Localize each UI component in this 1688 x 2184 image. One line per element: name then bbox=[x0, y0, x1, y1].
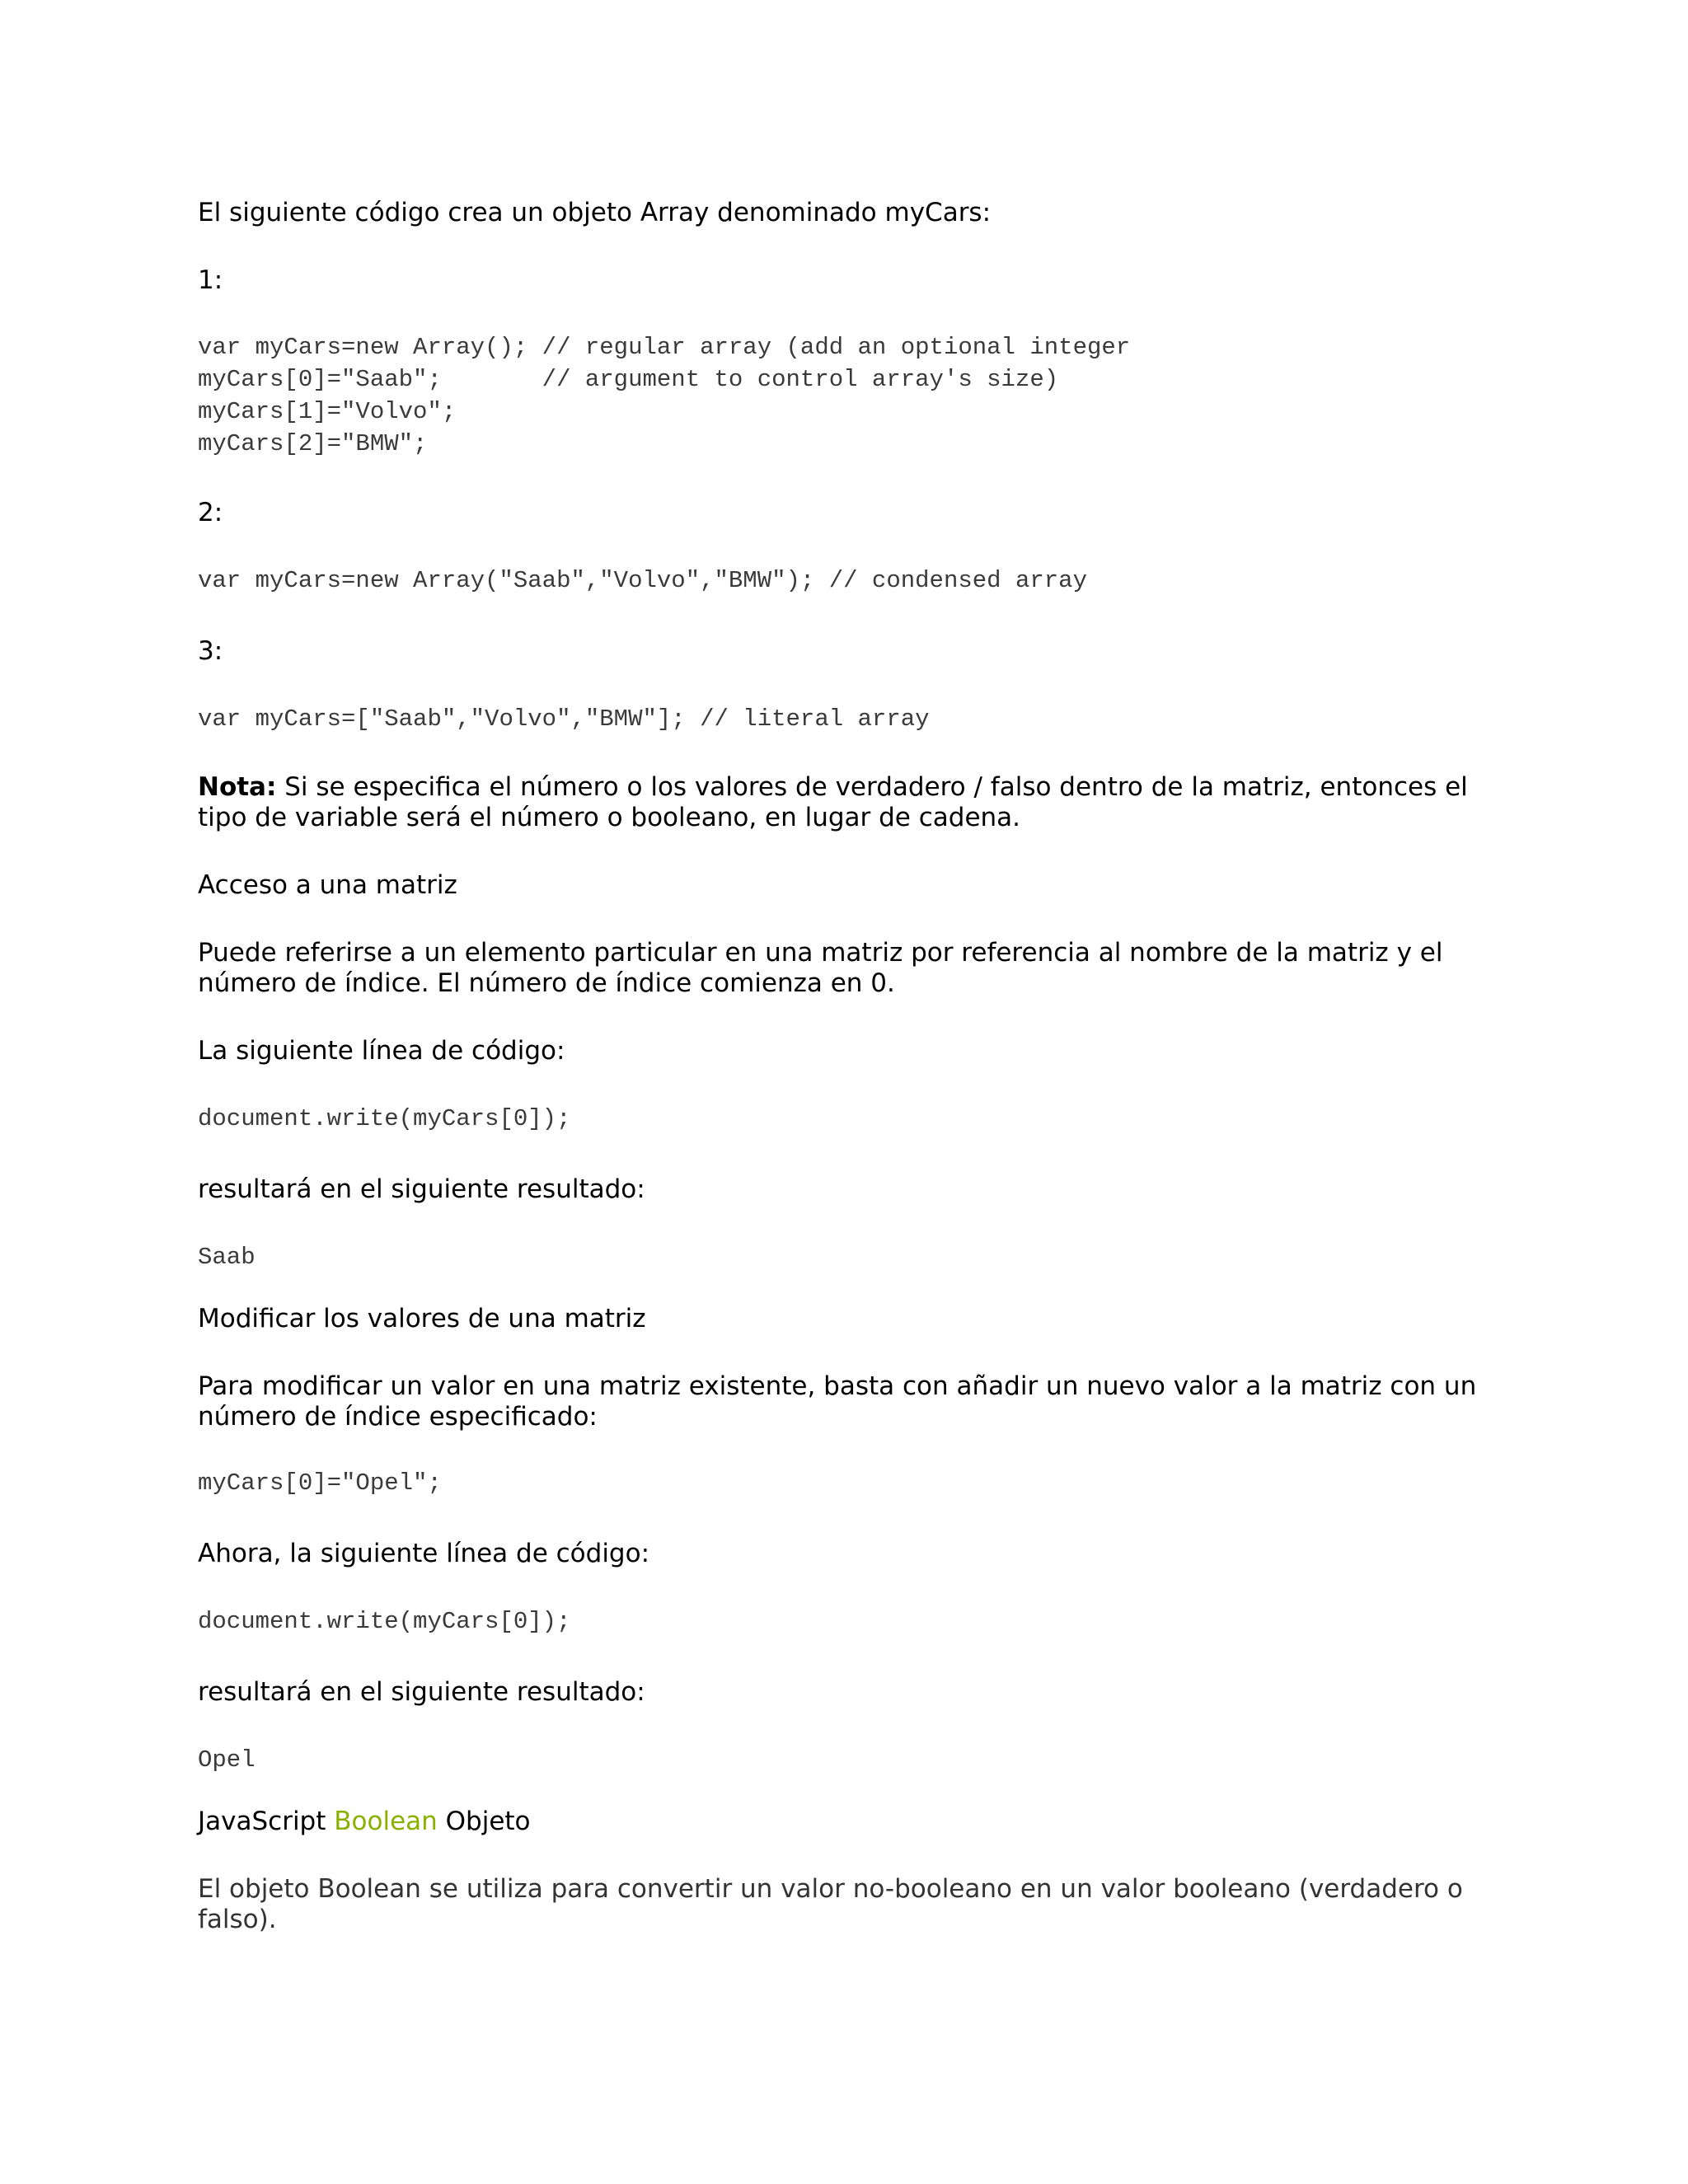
example-label-2: 2: bbox=[198, 498, 223, 527]
output-2: Opel bbox=[198, 1746, 256, 1774]
code-line: myCars[2]="BMW"; bbox=[198, 430, 428, 457]
line-of-code-text: La siguiente línea de código: bbox=[198, 1036, 565, 1066]
note-label: Nota: bbox=[198, 772, 277, 802]
code-line: var myCars=new Array(); // regular array (add an optional integer bbox=[198, 334, 1131, 361]
code-write-2: document.write(myCars[0]); bbox=[198, 1608, 571, 1635]
boolean-link[interactable]: Boolean bbox=[334, 1807, 438, 1836]
note-paragraph bbox=[198, 772, 1484, 833]
heading-boolean-pre: JavaScript bbox=[198, 1807, 335, 1836]
example-label-3: 3: bbox=[198, 636, 223, 666]
code-line: myCars[1]="Volvo"; bbox=[198, 398, 457, 425]
code-block-3: var myCars=["Saab","Volvo","BMW"]; // literal array bbox=[198, 705, 930, 733]
heading-modify: Modificar los valores de una matriz bbox=[198, 1304, 646, 1333]
code-write-1: document.write(myCars[0]); bbox=[198, 1105, 571, 1132]
now-line-text: Ahora, la siguiente línea de código: bbox=[198, 1539, 650, 1568]
code-line: myCars[0]="Saab"; // argument to control array's size) bbox=[198, 366, 1059, 393]
example-label-1: 1: bbox=[198, 265, 223, 295]
intro-text: El siguiente código crea un objeto Array denominado myCars: bbox=[198, 198, 992, 227]
heading-boolean bbox=[198, 1807, 531, 1837]
heading-boolean-post: Objeto bbox=[437, 1807, 531, 1836]
output-1: Saab bbox=[198, 1244, 256, 1271]
result-text-2: resultará en el siguiente resultado: bbox=[198, 1677, 645, 1707]
code-assign: myCars[0]="Opel"; bbox=[198, 1469, 442, 1497]
result-text-1: resultará en el siguiente resultado: bbox=[198, 1174, 645, 1204]
heading-access: Acceso a una matriz bbox=[198, 870, 457, 900]
modify-paragraph: Para modificar un valor en una matriz existente, basta con añadir un nuevo valor a la matriz con un número de índice especificado: bbox=[198, 1371, 1477, 1432]
access-paragraph: Puede referirse a un elemento particular en una matriz por referencia al nombre de la matriz y el número de índice. El número de índice comienza en 0. bbox=[198, 938, 1443, 998]
note-text: Si se especifica el número o los valores de verdadero / falso dentro de la matriz, entonces el tipo de variable será el número o booleano, en lugar de cadena. bbox=[198, 772, 1468, 832]
code-block-1 bbox=[198, 331, 1130, 460]
boolean-paragraph: El objeto Boolean se utiliza para convertir un valor no-booleano en un valor booleano (verdadero o falso). bbox=[198, 1874, 1463, 1934]
code-block-2: var myCars=new Array("Saab","Volvo","BMW"); // condensed array bbox=[198, 567, 1087, 594]
